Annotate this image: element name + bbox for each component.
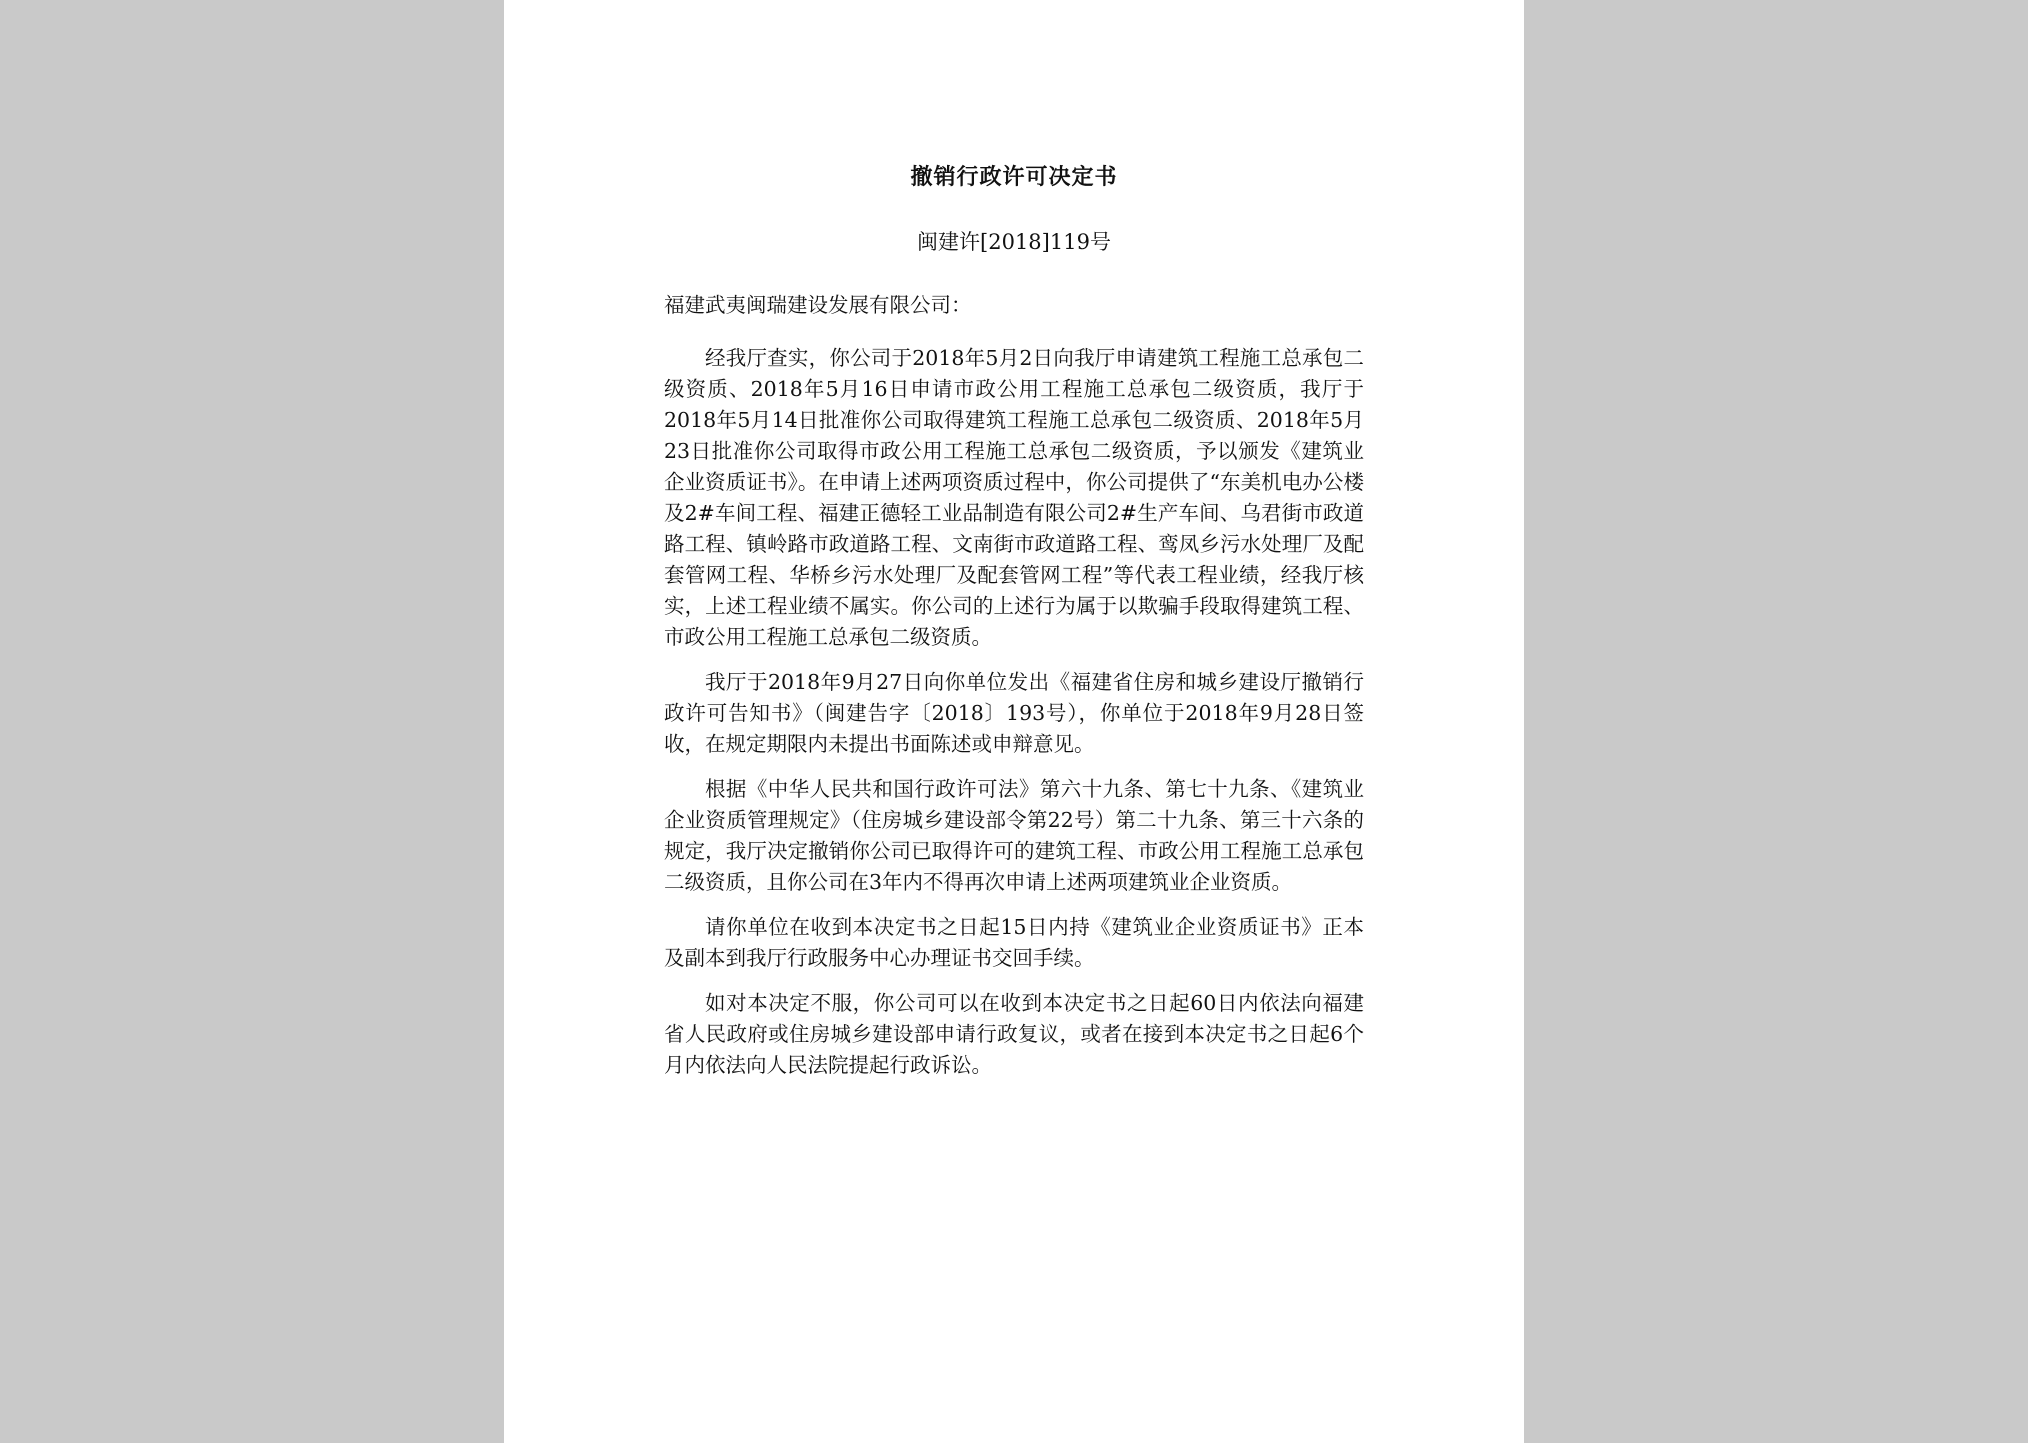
paragraph: 根据《中华人民共和国行政许可法》第六十九条、第七十九条、《建筑业企业资质管理规定》（住房城乡建设部令第22号）第二十九条、第三十六条的规定，我厅决定撤销你公司已取得许可的建筑工程、市政公用工程施工总承包二级资质，且你公司在3年内不得再次申请上述两项建筑业企业资质。	[664, 777, 1364, 894]
paragraph: 我厅于2018年9月27日向你单位发出《福建省住房和城乡建设厅撤销行政许可告知书》（闽建告字〔2018〕193号），你单位于2018年9月28日签收，在规定期限内未提出书面陈述或申辩意见。	[664, 670, 1364, 756]
paragraph: 经我厅查实，你公司于2018年5月2日向我厅申请建筑工程施工总承包二级资质、2018年5月16日申请市政公用工程施工总承包二级资质，我厅于2018年5月14日批准你公司取得建筑工程施工总承包二级资质、2018年5月23日批准你公司取得市政公用工程施工总承包二级资质，予以颁发《建筑业企业资质证书》。在申请上述两项资质过程中，你公司提供了“东美机电办公楼及2#车间工程、福建正德轻工业品制造有限公司2#生产车间、乌君街市政道路工程、镇岭路市政道路工程、文南街市政道路工程、鸾凤乡污水处理厂及配套管网工程、华桥乡污水处理厂及配套管网工程”等代表工程业绩，经我厅核实，上述工程业绩不属实。你公司的上述行为属于以欺骗手段取得建筑工程、市政公用工程施工总承包二级资质。	[664, 346, 1364, 649]
document-page	[504, 0, 1524, 1443]
document-body	[664, 290, 1364, 1095]
salutation: 福建武夷闽瑞建设发展有限公司：	[664, 293, 972, 317]
document-title: 撤销行政许可决定书	[910, 164, 1118, 190]
paragraph: 如对本决定不服，你公司可以在收到本决定书之日起60日内依法向福建省人民政府或住房城乡建设部申请行政复议，或者在接到本决定书之日起6个月内依法向人民法院提起行政诉讼。	[664, 991, 1364, 1077]
document-number: 闽建许[2018]119号	[917, 230, 1111, 254]
paragraph: 请你单位在收到本决定书之日起15日内持《建筑业企业资质证书》正本及副本到我厅行政服务中心办理证书交回手续。	[664, 915, 1364, 970]
